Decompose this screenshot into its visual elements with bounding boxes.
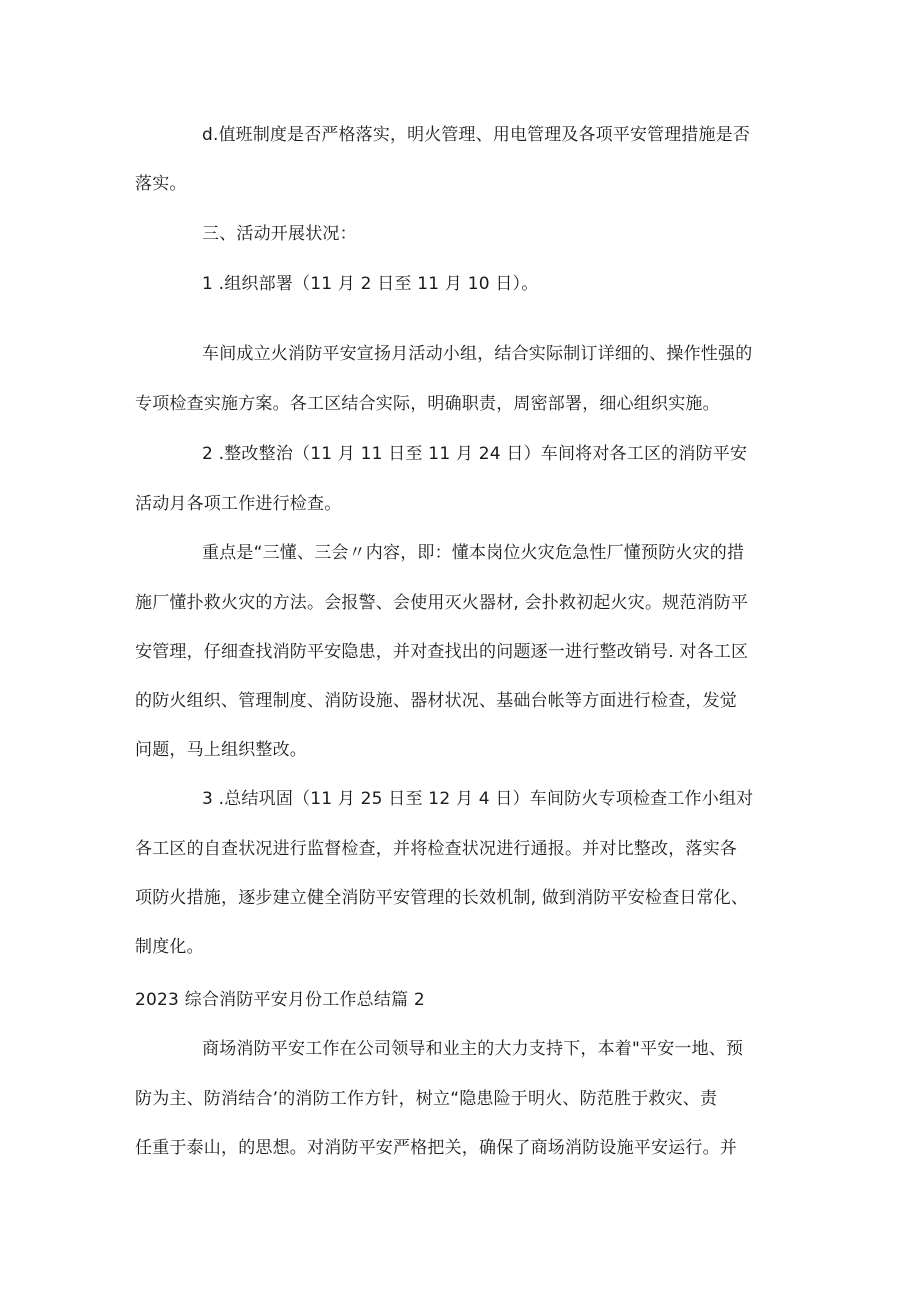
text-line: 问题，马上组织整改。 [135, 740, 307, 760]
text-line: 重点是“三懂、三会〃内容，即：懂本岗位火灾危急性厂懂预防火灾的措 [202, 543, 745, 563]
text-line: 1 .组织部署（11 月 2 日至 11 月 10 日）。 [202, 274, 539, 294]
text-line: 车间成立火消防平安宣扬月活动小组，结合实际制订详细的、操作性强的 [202, 344, 753, 364]
section-title: 2023 综合消防平安月份工作总结篇 2 [135, 990, 425, 1010]
text-line: 任重于泰山，的思想。对消防平安严格把关，确保了商场消防设施平安运行。并 [135, 1138, 737, 1158]
text-line: 活动月各项工作进行检查。 [135, 494, 342, 514]
text-line: 落实。 [135, 174, 187, 194]
text-line: 3 .总结巩固（11 月 25 日至 12 月 4 日）车间防火专项检查工作小组对 [202, 789, 754, 809]
text-line: 安管理，仔细查找消防平安隐患，并对查找出的问题逐一进行整改销号. 对各工区 [135, 642, 749, 662]
text-line: 2 .整改整治（11 月 11 日至 11 月 24 日）车间将对各工区的消防平安 [202, 444, 748, 464]
text-line: 制度化。 [135, 937, 204, 957]
text-line: 的防火组织、管理制度、消防设施、器材状况、基础台帐等方面进行检查，发觉 [135, 691, 737, 711]
text-line: 施厂懂扑救火灾的方法。会报警、会使用灭火器材, 会扑救初起火灾。规范消防平 [135, 593, 749, 613]
text-line: 商场消防平安工作在公司领导和业主的大力支持下，本着"平安一地、预 [202, 1039, 744, 1059]
text-line: 各工区的自查状况进行监督检查，并将检查状况进行通报。并对比整改，落实各 [135, 839, 737, 859]
text-line: 防为主、防消结合’的消防工作方针，树立“隐患险于明火、防范胜于救灾、责 [135, 1089, 718, 1109]
text-line: 专项检查实施方案。各工区结合实际，明确职责，周密部署，细心组织实施。 [135, 394, 720, 414]
text-line: 项防火措施，逐步建立健全消防平安管理的长效机制, 做到消防平安检查日常化、 [135, 888, 749, 908]
text-line: d.值班制度是否严格落实，明火管理、用电管理及各项平安管理措施是否 [202, 125, 750, 145]
section-heading: 三、活动开展状况： [202, 224, 357, 244]
